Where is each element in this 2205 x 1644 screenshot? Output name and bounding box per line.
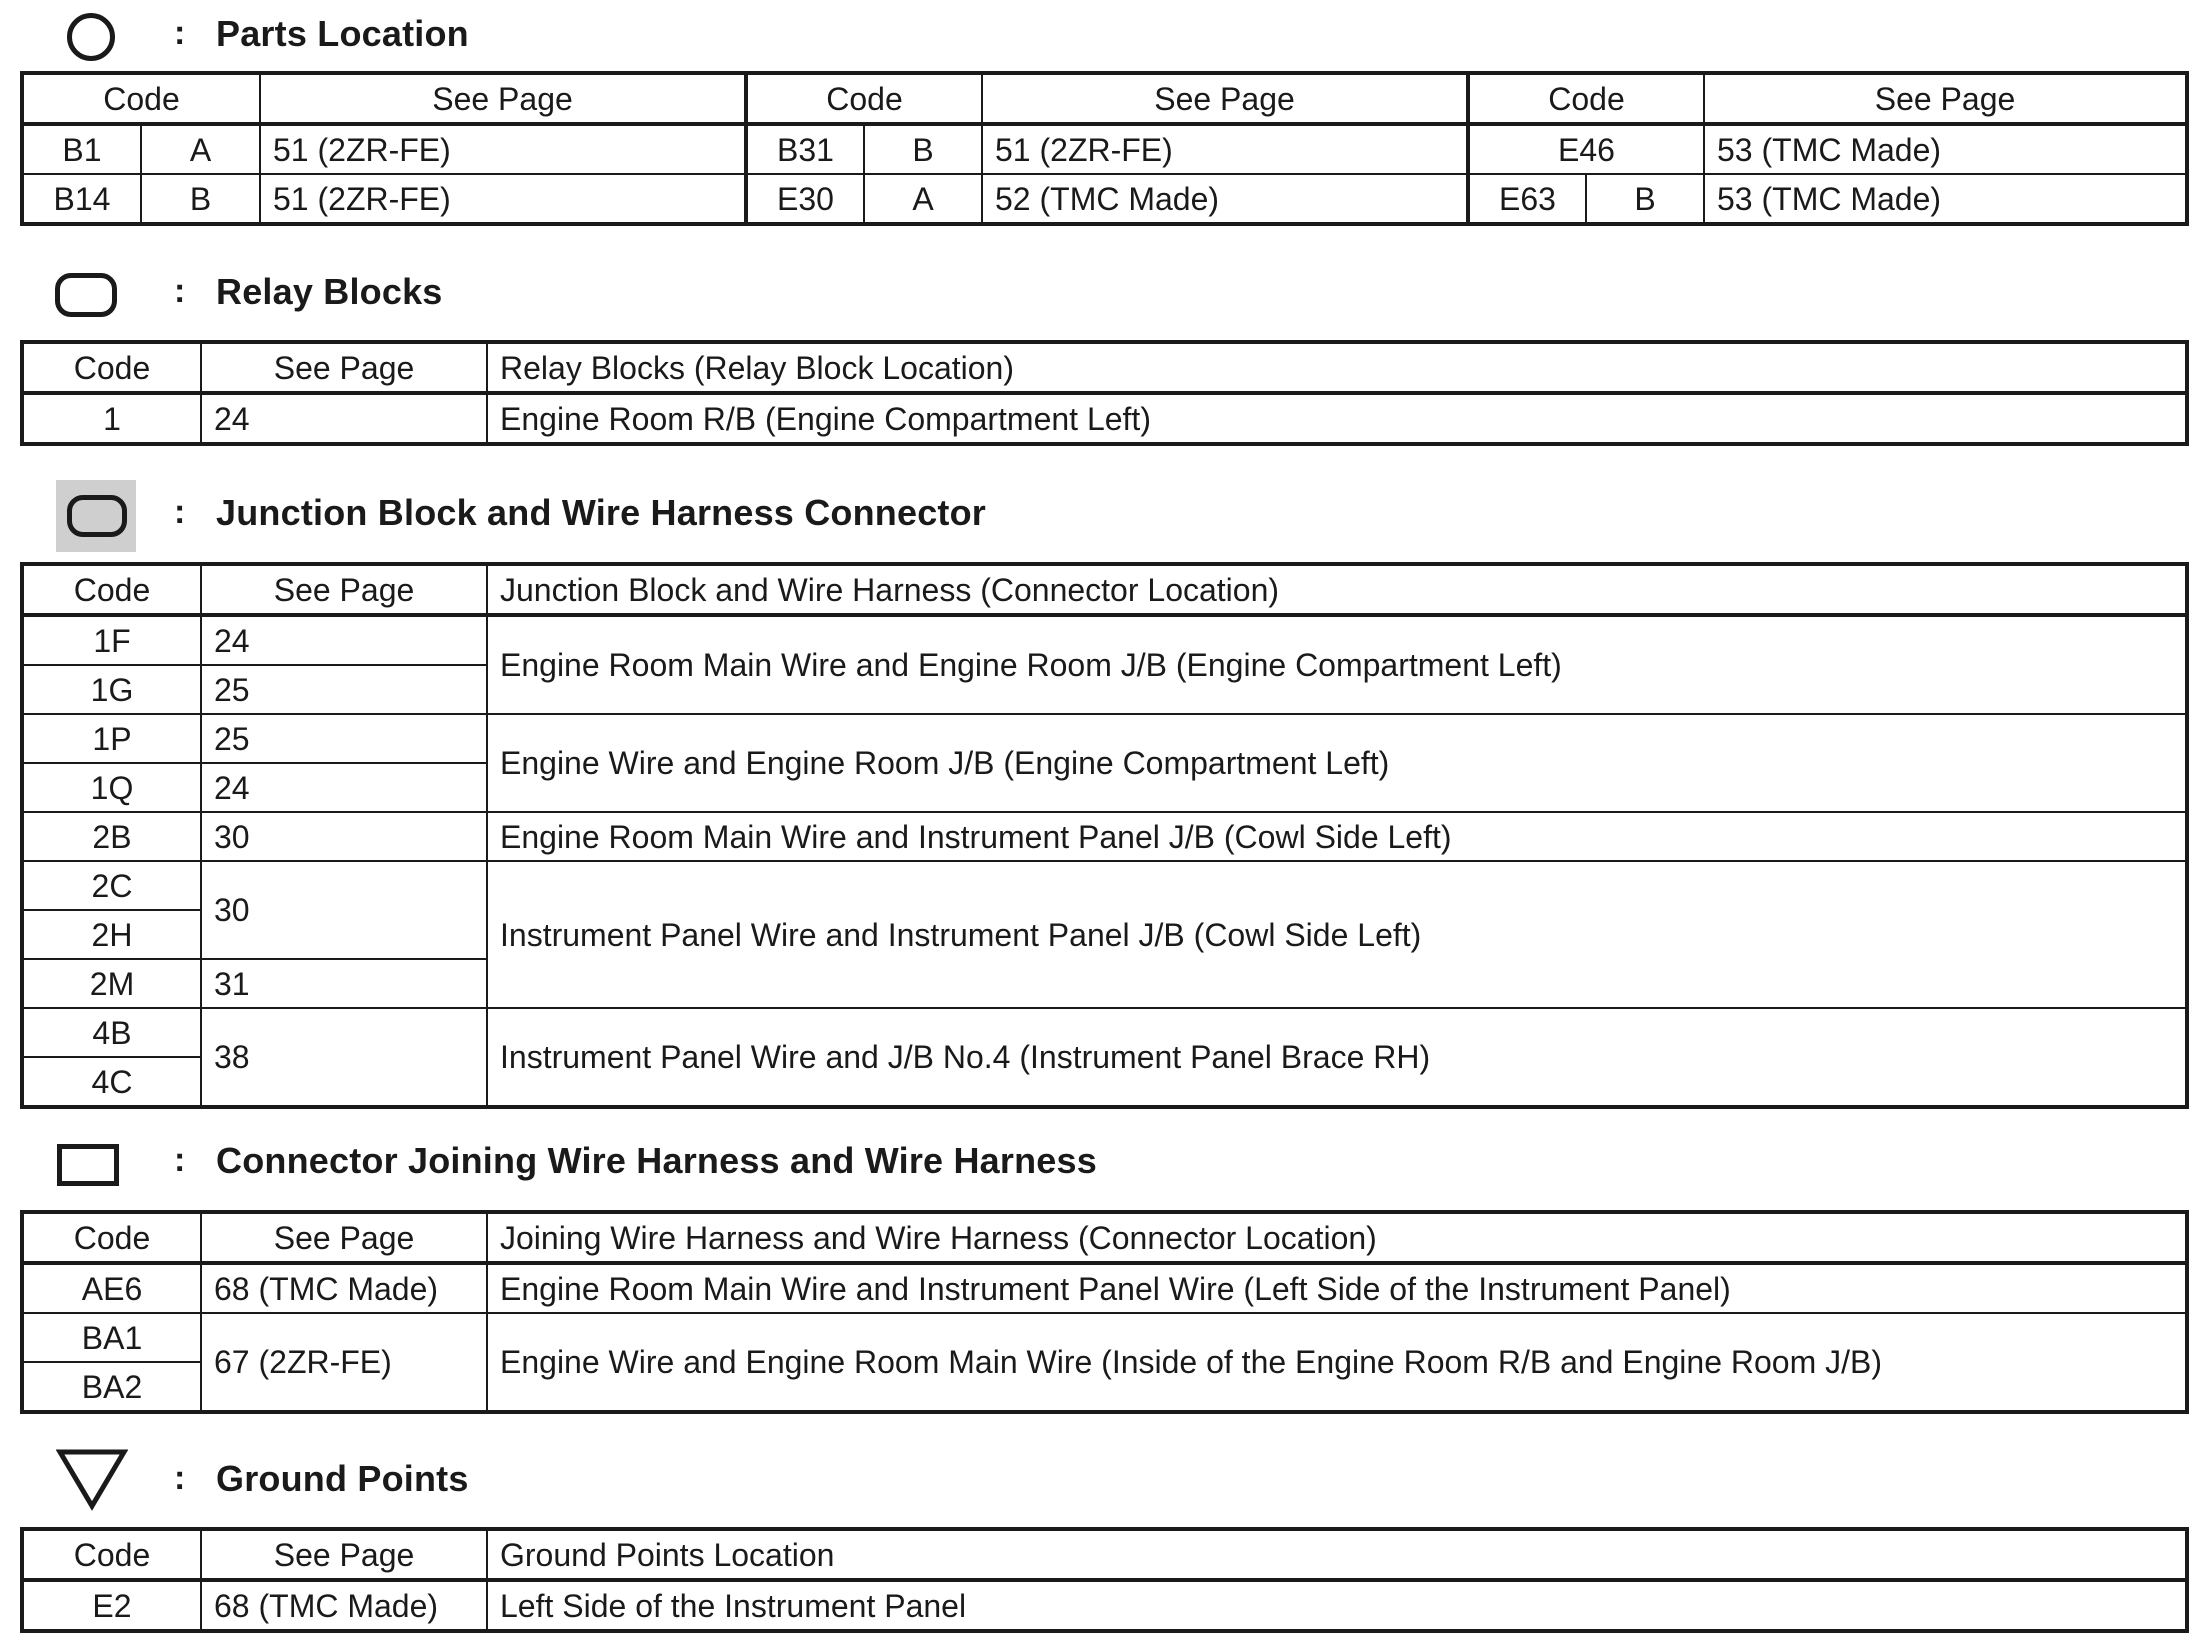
heading-colon: : bbox=[174, 1459, 186, 1497]
code-cell: E46 bbox=[1468, 124, 1704, 174]
code-cell: BA2 bbox=[22, 1362, 201, 1412]
see-page-cell: 51 (2ZR-FE) bbox=[260, 124, 746, 174]
heading-colon: : bbox=[174, 493, 186, 531]
rectangle-icon bbox=[57, 1144, 119, 1186]
table-row bbox=[22, 1313, 2187, 1362]
see-page-cell: 52 (TMC Made) bbox=[982, 174, 1468, 224]
shaded-rounded-rect-icon bbox=[56, 480, 136, 552]
code-cell: 2C bbox=[22, 861, 201, 910]
see-page-cell: 53 (TMC Made) bbox=[1704, 124, 2187, 174]
see-page-cell: 67 (2ZR-FE) bbox=[201, 1313, 487, 1412]
description-cell: Instrument Panel Wire and Instrument Panel J/B (Cowl Side Left) bbox=[487, 861, 2187, 1008]
circle-icon bbox=[67, 13, 115, 61]
see-page-cell: 24 bbox=[201, 393, 487, 444]
code-cell: 2B bbox=[22, 812, 201, 861]
parts-location-table bbox=[20, 71, 2189, 226]
code-cell: 4B bbox=[22, 1008, 201, 1057]
description-cell: Left Side of the Instrument Panel bbox=[487, 1580, 2187, 1631]
code-cell: E30 bbox=[746, 174, 864, 224]
relay-blocks-heading bbox=[0, 266, 2205, 326]
see-page-cell: 25 bbox=[201, 714, 487, 763]
code-cell: 2M bbox=[22, 959, 201, 1008]
code-cell: 1 bbox=[22, 393, 201, 444]
table-header-row bbox=[22, 73, 2187, 124]
description-cell: Engine Room R/B (Engine Compartment Left) bbox=[487, 393, 2187, 444]
table-row bbox=[22, 714, 2187, 763]
description-cell: Engine Wire and Engine Room Main Wire (Inside of the Engine Room R/B and Engine Room J/B) bbox=[487, 1313, 2187, 1412]
description-cell: Engine Room Main Wire and Instrument Panel J/B (Cowl Side Left) bbox=[487, 812, 2187, 861]
section-title: Parts Location bbox=[216, 13, 469, 54]
header-code: Code bbox=[22, 73, 260, 124]
header-see-page: See Page bbox=[201, 1529, 487, 1580]
table-header-row bbox=[22, 1212, 2187, 1263]
code-cell: E2 bbox=[22, 1580, 201, 1631]
connector-letter-cell: A bbox=[864, 174, 982, 224]
see-page-cell: 68 (TMC Made) bbox=[201, 1263, 487, 1313]
rounded-rect-icon bbox=[55, 273, 117, 317]
description-cell: Engine Wire and Engine Room J/B (Engine Compartment Left) bbox=[487, 714, 2187, 812]
see-page-cell: 24 bbox=[201, 615, 487, 665]
connector-letter-cell: B bbox=[864, 124, 982, 174]
see-page-cell: 30 bbox=[201, 861, 487, 959]
code-cell: B1 bbox=[22, 124, 141, 174]
code-cell: 2H bbox=[22, 910, 201, 959]
code-cell: B14 bbox=[22, 174, 141, 224]
header-see-page: See Page bbox=[201, 342, 487, 393]
see-page-cell: 51 (2ZR-FE) bbox=[260, 174, 746, 224]
see-page-cell: 25 bbox=[201, 665, 487, 714]
table-row bbox=[22, 1580, 2187, 1631]
section-title: Connector Joining Wire Harness and Wire Harness bbox=[216, 1140, 1097, 1181]
code-cell: 1G bbox=[22, 665, 201, 714]
code-cell: B31 bbox=[746, 124, 864, 174]
header-see-page: See Page bbox=[982, 73, 1468, 124]
table-row bbox=[22, 615, 2187, 665]
see-page-cell: 53 (TMC Made) bbox=[1704, 174, 2187, 224]
code-cell: 1F bbox=[22, 615, 201, 665]
see-page-cell: 38 bbox=[201, 1008, 487, 1107]
description-cell: Engine Room Main Wire and Instrument Panel Wire (Left Side of the Instrument Panel) bbox=[487, 1263, 2187, 1313]
header-see-page: See Page bbox=[201, 564, 487, 615]
header-code: Code bbox=[22, 342, 201, 393]
header-description: Joining Wire Harness and Wire Harness (Connector Location) bbox=[487, 1212, 2187, 1263]
description-cell: Engine Room Main Wire and Engine Room J/B (Engine Compartment Left) bbox=[487, 615, 2187, 714]
see-page-cell: 24 bbox=[201, 763, 487, 812]
table-header-row bbox=[22, 564, 2187, 615]
header-description: Relay Blocks (Relay Block Location) bbox=[487, 342, 2187, 393]
relay-blocks-table bbox=[20, 340, 2189, 446]
section-title: Relay Blocks bbox=[216, 271, 443, 312]
see-page-cell: 51 (2ZR-FE) bbox=[982, 124, 1468, 174]
table-row bbox=[22, 812, 2187, 861]
parts-location-heading bbox=[0, 8, 2205, 68]
header-code: Code bbox=[22, 1529, 201, 1580]
header-code: Code bbox=[22, 1212, 201, 1263]
section-title: Junction Block and Wire Harness Connector bbox=[216, 492, 987, 533]
connector-joining-heading bbox=[0, 1133, 2205, 1193]
connector-letter-cell: B bbox=[141, 174, 260, 224]
header-see-page: See Page bbox=[260, 73, 746, 124]
see-page-cell: 68 (TMC Made) bbox=[201, 1580, 487, 1631]
table-header-row bbox=[22, 342, 2187, 393]
connector-letter-cell: B bbox=[1586, 174, 1704, 224]
code-cell: E63 bbox=[1468, 174, 1586, 224]
table-row bbox=[22, 393, 2187, 444]
see-page-cell: 30 bbox=[201, 812, 487, 861]
description-cell: Instrument Panel Wire and J/B No.4 (Instrument Panel Brace RH) bbox=[487, 1008, 2187, 1107]
header-code: Code bbox=[22, 564, 201, 615]
junction-block-heading bbox=[0, 480, 2205, 540]
table-row bbox=[22, 1008, 2187, 1057]
see-page-cell: 31 bbox=[201, 959, 487, 1008]
table-row bbox=[22, 124, 2187, 174]
connector-letter-cell: A bbox=[141, 124, 260, 174]
heading-colon: : bbox=[174, 1141, 186, 1179]
ground-points-table bbox=[20, 1527, 2189, 1633]
table-header-row bbox=[22, 1529, 2187, 1580]
code-cell: 4C bbox=[22, 1057, 201, 1107]
header-description: Ground Points Location bbox=[487, 1529, 2187, 1580]
code-cell: 1P bbox=[22, 714, 201, 763]
code-cell: AE6 bbox=[22, 1263, 201, 1313]
header-see-page: See Page bbox=[201, 1212, 487, 1263]
header-see-page: See Page bbox=[1704, 73, 2187, 124]
header-code: Code bbox=[746, 73, 982, 124]
table-row bbox=[22, 861, 2187, 910]
junction-block-table bbox=[20, 562, 2189, 1109]
header-description: Junction Block and Wire Harness (Connector Location) bbox=[487, 564, 2187, 615]
heading-colon: : bbox=[174, 14, 186, 52]
table-row bbox=[22, 1263, 2187, 1313]
header-code: Code bbox=[1468, 73, 1704, 124]
table-row bbox=[22, 174, 2187, 224]
section-title: Ground Points bbox=[216, 1458, 469, 1499]
ground-points-heading bbox=[0, 1448, 2205, 1508]
connector-joining-table bbox=[20, 1210, 2189, 1414]
code-cell: 1Q bbox=[22, 763, 201, 812]
heading-colon: : bbox=[174, 272, 186, 310]
triangle-down-icon bbox=[56, 1448, 128, 1512]
code-cell: BA1 bbox=[22, 1313, 201, 1362]
